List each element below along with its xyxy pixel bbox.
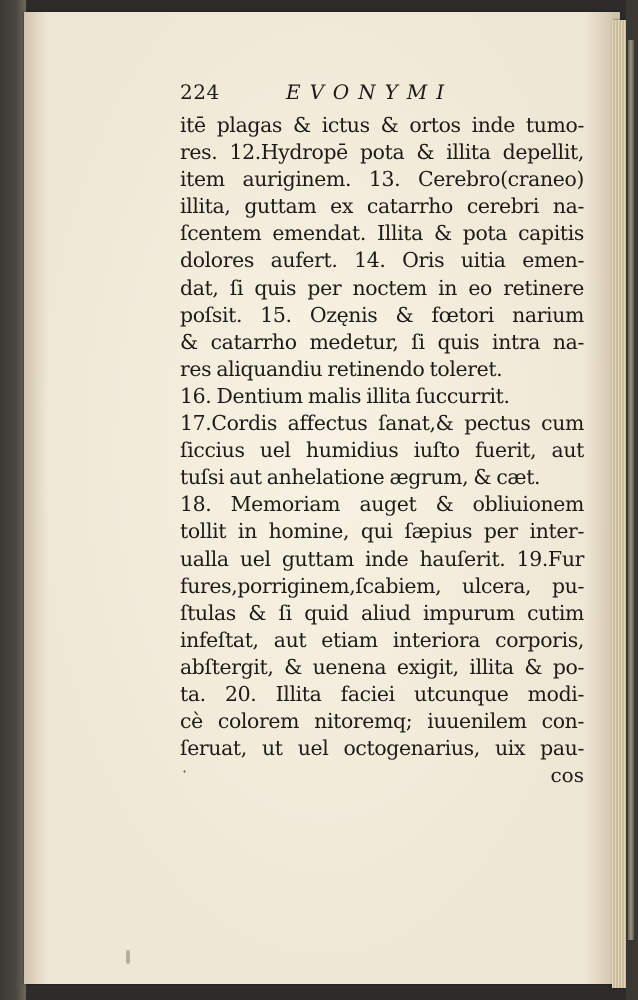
text-line: ſcentem emendat. Illita & pota capitis xyxy=(180,221,584,246)
text-line: ta. 20. Illita faciei utcunque modi- xyxy=(180,681,584,706)
running-title: EVONYMI xyxy=(286,80,454,104)
text-line: 18. Memoriam auget & obliuionem xyxy=(180,492,584,517)
page-number: 224 xyxy=(180,80,220,104)
text-line: ſiccius uel humidius iuſto fuerit, aut xyxy=(180,438,584,463)
book-cover-edge xyxy=(626,0,638,1000)
book-binding-edge xyxy=(0,0,26,1000)
page-stack-edge xyxy=(612,20,626,988)
text-line: itē plagas & ictus & ortos inde tumo- xyxy=(180,113,584,137)
text-line: abſtergit, & uenena exigit, illita & po- xyxy=(180,654,584,679)
footer-mark: · xyxy=(182,762,188,782)
text-line: poſsit. 15. Ozęnis & fœtori narium xyxy=(180,302,584,327)
body-text xyxy=(180,112,584,762)
text-line: ualla uel guttam inde hauſerit. 19.Fur xyxy=(180,546,584,571)
text-line: res. 12.Hydropē pota & illita depellit, xyxy=(180,140,584,165)
page-header xyxy=(180,78,584,112)
paper-blemish xyxy=(126,950,130,964)
text-line: 16. Dentium malis illita ſuccurrit. xyxy=(180,383,510,408)
cover-board xyxy=(628,40,634,940)
page-footer xyxy=(180,762,584,789)
text-line: cè colorem nitoremq; iuuenilem con- xyxy=(180,709,584,734)
text-line: dat, ſi quis per noctem in eo retinere xyxy=(180,275,584,300)
text-line: tuſsi aut anhelatione ægrum, & cæt. xyxy=(180,465,541,490)
text-line: ſtulas & ſi quid aliud impurum cutim xyxy=(180,600,584,625)
text-line: dolores aufert. 14. Oris uitia emen- xyxy=(180,248,584,273)
text-line: & catarrho medetur, ſi quis intra na- xyxy=(180,329,584,354)
catchword: cos xyxy=(550,763,584,788)
text-line: 17.Cordis affectus ſanat,& pectus cum xyxy=(180,411,584,436)
text-line: item auriginem. 13. Cerebro(craneo) xyxy=(180,167,584,192)
text-line: illita, guttam ex catarrho cerebri na- xyxy=(180,194,584,219)
text-block xyxy=(180,78,584,789)
text-line: res aliquandiu retinendo toleret. xyxy=(180,356,503,381)
text-line: ſeruat, ut uel octogenarius, uix pau- xyxy=(180,736,584,761)
text-line: tollit in homine, qui ſæpius per inter- xyxy=(180,519,584,544)
text-line: fures,porriginem,ſcabiem, ulcera, pu- xyxy=(180,573,584,598)
text-line: infeſtat, aut etiam interiora corporis, xyxy=(180,627,584,652)
